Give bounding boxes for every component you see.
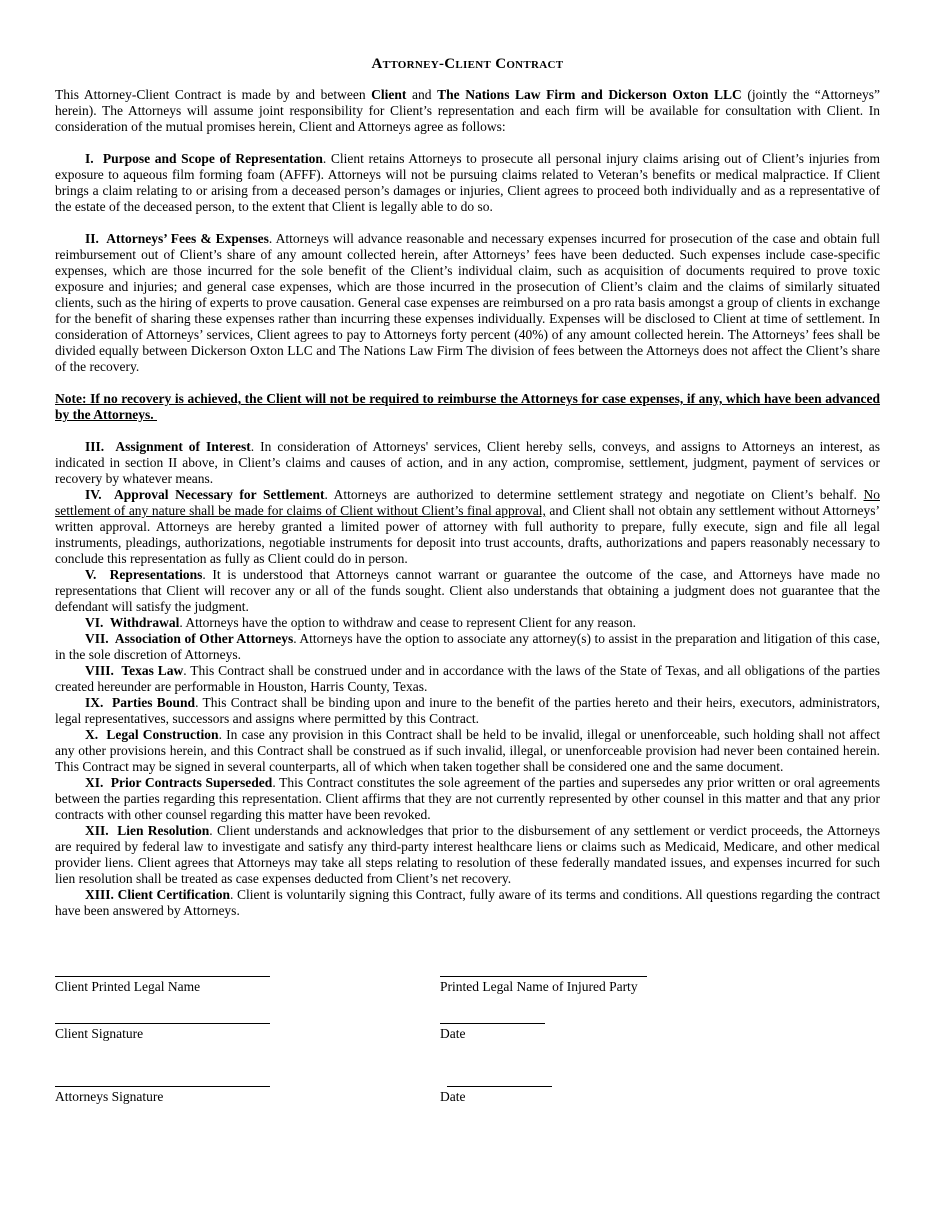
- client-printed-name-cell: [55, 963, 440, 995]
- attorneys-signature-date-label: Date: [440, 1089, 466, 1104]
- injured-party-name-label: Printed Legal Name of Injured Party: [440, 979, 638, 994]
- text-run: This Attorney-Client Contract is made by and between: [55, 87, 372, 102]
- text-run: . In consideration of Attorneys' services, Client hereby sells, conveys, and assigns to Attorneys an interest, as indicated in section II above, in Client’s claims and causes of action, and in any action, compromise, settlement, judgment, payment of services or recovery by whatever means.: [55, 439, 881, 486]
- client-printed-name-label: Client Printed Legal Name: [55, 979, 201, 994]
- emphasized-text: No settlement of any nature shall be made for claims of Client without Client’s final approval,: [55, 487, 880, 518]
- attorneys-signature-label: Attorneys Signature: [55, 1089, 164, 1104]
- contract-body: [55, 87, 880, 919]
- text-run: . Client retains Attorneys to prosecute all personal injury claims arising out of Client’s injuries from exposure to aqueous film forming foam (AFFF). Attorneys will not be pursuing claims related to Veteran’s benefits or medical malpractice. If Client brings a claim relating to or arising from a deceased person’s damages or injuries, Client agrees to proceed both individually and as a representative of the estate of the deceased person, to the extent that Client is legally able to do so.: [55, 151, 880, 214]
- attorneys-signature-date-cell: [440, 1073, 552, 1105]
- emphasized-text: II. Attorneys’ Fees & Expenses: [85, 231, 269, 246]
- text-run: . Attorneys have the option to withdraw and cease to represent Client for any reason.: [179, 615, 637, 630]
- text-run: . Attorneys will advance reasonable and necessary expenses incurred for prosecution of the case and obtain full reimbursement out of Client’s share of any amount collected herein, after Attorneys’ fees have been deducted. Such expenses include case-specific expenses, which are those incurred for the sole benefit of the Client’s individual claim, such as acquisition of documents required to prove toxic exposure and injuries; and general case expenses, which are those incurred in the prosecution of Client’s claim and the claims of similarly situated clients, such as the hiring of experts to prove causation. General case expenses are reimbursed on a pro rata basis amongst a group of clients in exchange for the benefit of sharing these expenses rather than incurring these expenses individually. Expenses will be disclosed to Client at time of settlement. In consideration of Attorneys’ services, Client agrees to pay to Attorneys forty percent (40%) of any amount collected herein. The Attorneys’ fees shall be divided equally between Dickerson Oxton LLC and The Nations Law Firm The division of fees between the Attorneys does not affect the Client’s share of the recovery.: [55, 231, 880, 374]
- emphasized-text: The Nations Law Firm and Dickerson Oxton LLC: [437, 87, 742, 102]
- text-run: and Client shall not obtain any settlement without Attorneys’ written approval. Attorneys are hereby granted a limited power of attorney with full authority to prepare, fully execute, sign and file all legal instruments, pleadings, authorizations, negotiable instruments for deposit into trust accounts, drafts, authorizations and papers reasonably necessary to conclude this representation as fully as Client could do in person.: [55, 503, 881, 566]
- emphasized-text: XII. Lien Resolution: [85, 823, 210, 838]
- text-run: . This Contract shall be construed under and in accordance with the laws of the State of Texas, and all obligations of the parties created hereunder are performable in Houston, Harris County, Texas.: [55, 663, 881, 694]
- emphasized-text: III. Assignment of Interest: [85, 439, 251, 454]
- signature-row-client-signature: [55, 1010, 880, 1042]
- intro-paragraph: [55, 87, 880, 135]
- client-signature-label: Client Signature: [55, 1026, 144, 1041]
- section-xii-lien-resolution: [55, 823, 880, 887]
- section-i-purpose: [55, 151, 880, 215]
- section-ii-fees-expenses: [55, 231, 880, 375]
- text-run: . Attorneys are authorized to determine settlement strategy and negotiate on Client’s behalf.: [324, 487, 864, 502]
- section-ix-parties-bound: [55, 695, 880, 727]
- text-run: . Client is voluntarily signing this Contract, fully aware of its terms and conditions. All questions regarding the contract have been answered by Attorneys.: [55, 887, 880, 918]
- attorneys-signature-date-line: [447, 1073, 552, 1087]
- injured-party-name-cell: [440, 963, 647, 995]
- text-run: (jointly the “Attorneys” herein). The Attorneys will assume joint responsibility for Client’s representation and each firm will be available for consultation with Client. In consideration of the mutual promises herein, Client and Attorneys agree as follows:: [55, 87, 881, 134]
- section-xi-prior-contracts-superseded: [55, 775, 880, 823]
- client-signature-cell: [55, 1010, 440, 1042]
- client-signature-date-line: [440, 1010, 545, 1024]
- text-run: . This Contract shall be binding upon and inure to the benefit of the parties hereto and their heirs, executors, administrators, legal representatives, successors and assigns where permitted by this Contract.: [55, 695, 881, 726]
- section-iii-assignment-of-interest: [55, 439, 880, 487]
- emphasized-text: IV. Approval Necessary for Settlement: [85, 487, 325, 502]
- emphasized-text: IX. Parties Bound: [85, 695, 196, 710]
- attorneys-signature-line: [55, 1073, 270, 1087]
- client-signature-date-label: Date: [440, 1026, 466, 1041]
- section-v-representations: [55, 567, 880, 615]
- signature-row-attorneys-signature: [55, 1073, 880, 1105]
- emphasized-text: XI. Prior Contracts Superseded: [85, 775, 273, 790]
- emphasized-text: VI. Withdrawal: [85, 615, 180, 630]
- attorneys-signature-cell: [55, 1073, 440, 1105]
- signature-block: [55, 963, 880, 1105]
- section-x-legal-construction: [55, 727, 880, 775]
- text-run: . In case any provision in this Contract shall be held to be invalid, illegal or unenforceable, such holding shall not affect any other provisions herein, and this Contract shall be construed as if such invalid, illegal, or unenforceable provision had never been contained herein. This Contract may be signed in several counterparts, all of which when taken together shall be considered one and the same document.: [55, 727, 880, 774]
- section-viii-texas-law: [55, 663, 880, 695]
- emphasized-text: Client: [371, 87, 407, 102]
- text-run: . This Contract constitutes the sole agreement of the parties and supersedes any prior written or oral agreements between the parties regarding this representation. Client affirms that they are not currently represented by other counsel in this matter and that any prior contracts with other counsel regarding this matter have been revoked.: [55, 775, 880, 822]
- section-vii-association-of-other-attorneys: [55, 631, 880, 663]
- note-paragraph: [55, 391, 880, 423]
- section-iv-approval-necessary: [55, 487, 880, 567]
- emphasized-text: V. Representations: [85, 567, 203, 582]
- text-run: . Attorneys have the option to associate any attorney(s) to assist in the preparation and litigation of this case, in the sole discretion of Attorneys.: [55, 631, 880, 662]
- section-vi-withdrawal: [55, 615, 880, 631]
- emphasized-text: Note: If no recovery is achieved, the Client will not be required to reimburse the Attorneys for case expenses, if any, which have been advanced by the Attorneys.: [55, 391, 880, 422]
- section-xiii-client-certification: [55, 887, 880, 919]
- client-signature-date-cell: [440, 1010, 545, 1042]
- emphasized-text: I. Purpose and Scope of Representation: [85, 151, 323, 166]
- emphasized-text: XIII. Client Certification: [85, 887, 230, 902]
- text-run: . It is understood that Attorneys cannot warrant or guarantee the outcome of the case, and Attorneys have made no representations that Client will recover any or all of the funds sought. Client also understands that obtaining a judgment does not guarantee that the defendant will satisfy the judgment.: [55, 567, 880, 614]
- injured-party-name-line: [440, 963, 647, 977]
- client-printed-name-line: [55, 963, 270, 977]
- emphasized-text: VIII. Texas Law: [85, 663, 184, 678]
- emphasized-text: VII. Association of Other Attorneys: [85, 631, 294, 646]
- client-signature-line: [55, 1010, 270, 1024]
- signature-row-printed-names: [55, 963, 880, 995]
- document-title: Attorney-Client Contract: [371, 56, 564, 72]
- text-run: . Client understands and acknowledges that prior to the disbursement of any settlement or verdict proceeds, the Attorneys are required by federal law to investigate and satisfy any third-party interest healthcare liens or claims such as Medicaid, Medicare, and other medical provider liens. Client agrees that Attorneys may take all steps relating to resolution of these federally mandated issues, and expenses incurred for such lien resolution shall be treated as case expenses deducted from Client’s net recovery.: [55, 823, 880, 886]
- text-run: and: [406, 87, 438, 102]
- emphasized-text: X. Legal Construction: [85, 727, 219, 742]
